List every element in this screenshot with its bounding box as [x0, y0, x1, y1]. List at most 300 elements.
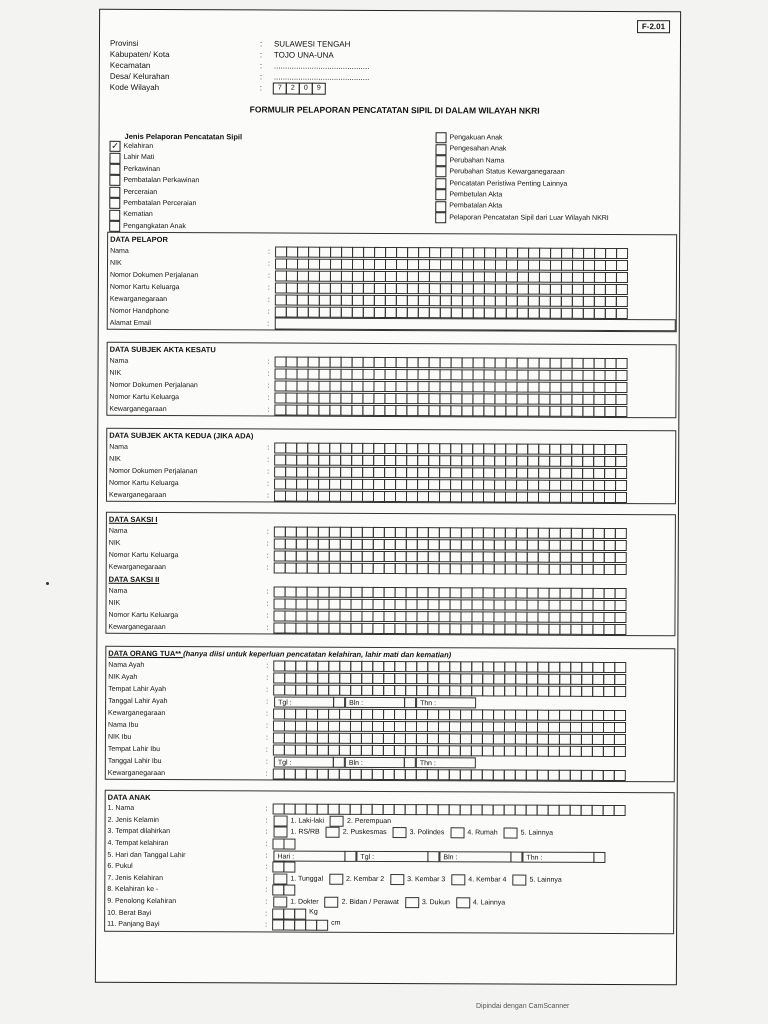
character-grid[interactable]: [276, 282, 628, 295]
length-input[interactable]: [273, 920, 340, 931]
character-grid[interactable]: [275, 550, 627, 563]
character-grid[interactable]: [275, 478, 627, 491]
char-cell[interactable]: [614, 805, 626, 816]
option-label: 3. Polindes: [409, 829, 445, 837]
jenis-option-label: Kematian: [123, 211, 153, 219]
jenis-option[interactable]: [435, 201, 609, 213]
character-grid[interactable]: [405, 697, 416, 708]
section-title: DATA SUBJEK AKTA KEDUA (JIKA ADA): [109, 430, 254, 441]
char-cell[interactable]: [615, 491, 627, 502]
colon: :: [259, 50, 263, 60]
option-label: 2. Puskesmas: [342, 829, 387, 837]
section-saksi: [105, 512, 676, 636]
character-grid[interactable]: [274, 622, 626, 635]
jenis-option-label: Lahir Mati: [123, 154, 155, 162]
char-cell[interactable]: [615, 455, 627, 466]
char-cell[interactable]: [333, 756, 345, 767]
colon: :: [265, 921, 268, 929]
field-label: Kewarganegaraan: [109, 295, 168, 303]
thn-field[interactable]: Thn :: [522, 851, 594, 862]
character-grid[interactable]: [274, 732, 626, 745]
field-label: Kewarganegaraan: [107, 769, 166, 777]
colon: :: [265, 745, 268, 753]
jenis-option[interactable]: [109, 152, 199, 164]
field-label: 10. Berat Bayi: [107, 909, 152, 917]
field-label: Nama: [109, 357, 129, 365]
colon: :: [266, 587, 269, 595]
option[interactable]: [393, 828, 445, 839]
jenis-option-label: Pembatalan Perkawinan: [123, 177, 200, 185]
field-label: 9. Penolong Kelahiran: [107, 897, 177, 906]
checkbox[interactable]: [109, 164, 120, 175]
jenis-option[interactable]: [435, 166, 609, 178]
checkbox[interactable]: [109, 175, 120, 186]
character-grid[interactable]: [276, 368, 628, 381]
char-cell[interactable]: [614, 769, 626, 780]
option[interactable]: [512, 874, 561, 885]
char-cell[interactable]: [614, 611, 626, 622]
jenis-option-label: Perubahan Nama: [449, 157, 505, 165]
char-cell[interactable]: [615, 587, 627, 598]
jenis-option[interactable]: [436, 132, 610, 144]
character-grid[interactable]: [274, 610, 626, 623]
option-label: 2. Kembar 2: [346, 875, 385, 883]
jenis-right-list: [435, 132, 609, 224]
section-anak: [104, 790, 675, 934]
checkbox[interactable]: [109, 221, 120, 232]
colon: :: [267, 369, 270, 377]
colon: :: [266, 551, 269, 559]
char-cell[interactable]: [614, 685, 626, 696]
jenis-option-label: Perkawinan: [123, 165, 161, 173]
checkbox[interactable]: [435, 201, 446, 212]
character-grid[interactable]: [276, 356, 628, 369]
option-box[interactable]: [326, 827, 340, 838]
char-cell[interactable]: [616, 259, 628, 270]
jenis-option-label: Perceraian: [123, 188, 158, 196]
email-input[interactable]: [275, 318, 676, 332]
option-box[interactable]: [329, 874, 343, 885]
field-label: Tanggal Lahir Ibu: [107, 757, 162, 765]
colon: :: [267, 271, 270, 279]
character-grid[interactable]: [275, 392, 627, 405]
field-label: 4. Tempat kelahiran: [107, 839, 169, 848]
character-grid[interactable]: [511, 851, 522, 862]
colon: :: [259, 39, 263, 49]
character-grid[interactable]: [274, 768, 626, 781]
tgl-field[interactable]: Tgl :: [356, 851, 428, 862]
kode-wilayah-boxes: [274, 82, 326, 94]
checkbox[interactable]: [435, 212, 446, 223]
char-cell[interactable]: [614, 709, 626, 720]
section-title: DATA SAKSI I: [108, 514, 158, 524]
char-cell[interactable]: [333, 696, 345, 707]
character-grid[interactable]: [275, 442, 627, 455]
option-group: [274, 815, 397, 827]
colon: :: [268, 259, 270, 267]
option[interactable]: [274, 815, 325, 826]
character-grid[interactable]: [275, 562, 627, 575]
field-label: NIK: [110, 259, 122, 267]
char-cell[interactable]: [294, 908, 306, 919]
colon: :: [267, 295, 270, 303]
char-cell[interactable]: [283, 862, 295, 873]
field-label: NIK: [108, 539, 121, 547]
char-cell[interactable]: [615, 527, 627, 538]
checkbox[interactable]: [435, 167, 446, 178]
field-label: Nama Ibu: [107, 721, 139, 729]
jenis-option[interactable]: [435, 155, 609, 167]
character-grid[interactable]: [275, 526, 627, 539]
char-cell[interactable]: [283, 839, 295, 850]
colon: :: [267, 405, 270, 413]
colon: :: [266, 685, 269, 693]
checkbox[interactable]: [109, 198, 120, 209]
character-grid[interactable]: [594, 852, 605, 863]
field-label: Alamat Email: [109, 319, 152, 327]
option-label: 2. Bidan / Perawat: [341, 898, 399, 907]
field-label: NIK: [109, 455, 121, 463]
checkbox[interactable]: [435, 189, 446, 200]
colon: :: [267, 283, 270, 291]
field-label: 7. Jenis Kelahiran: [107, 874, 164, 882]
option-group: [273, 897, 511, 909]
option[interactable]: [456, 897, 505, 908]
char-cell[interactable]: [427, 851, 439, 862]
character-grid[interactable]: [276, 246, 628, 259]
date-input[interactable]: [273, 850, 605, 862]
option-label: 1. Laki-laki: [290, 817, 325, 825]
character-grid[interactable]: [273, 862, 295, 873]
option[interactable]: [329, 874, 384, 885]
option-box[interactable]: [405, 897, 419, 908]
option[interactable]: [451, 874, 506, 885]
colon: :: [265, 828, 268, 836]
character-grid[interactable]: [273, 839, 295, 850]
thn-field[interactable]: Thn :: [416, 757, 476, 768]
section-title: DATA SUBJEK AKTA KESATU: [109, 344, 216, 355]
character-grid[interactable]: [274, 660, 626, 673]
jenis-option[interactable]: [435, 212, 609, 224]
option[interactable]: [325, 897, 399, 908]
jenis-option[interactable]: [109, 209, 199, 221]
char-cell[interactable]: [616, 357, 628, 368]
jenis-option[interactable]: [435, 178, 609, 190]
colon: :: [265, 875, 268, 883]
option[interactable]: [405, 897, 450, 908]
bln-field[interactable]: Bln :: [345, 756, 405, 767]
colon: :: [265, 852, 268, 860]
section-title: DATA SAKSI II: [108, 574, 160, 585]
jenis-option[interactable]: [109, 186, 199, 198]
checkbox[interactable]: [109, 152, 120, 163]
char-cell[interactable]: [404, 757, 416, 768]
colon: :: [265, 886, 268, 894]
hari-field[interactable]: Hari :: [273, 850, 345, 861]
character-grid[interactable]: [275, 538, 627, 551]
colon: :: [268, 247, 271, 255]
field-label: Kewarganegaraan: [108, 709, 166, 717]
field-label: Nama: [109, 443, 128, 451]
jenis-option[interactable]: [110, 141, 200, 153]
form-title: FORMULIR PELAPORAN PENCATATAN SIPIL DI DALAM WILAYAH NKRI: [249, 104, 540, 116]
char-cell[interactable]: [615, 405, 627, 416]
option-box[interactable]: [274, 827, 288, 838]
colon: :: [266, 527, 269, 535]
character-grid[interactable]: [274, 804, 626, 817]
character-grid[interactable]: [276, 294, 628, 307]
checkbox[interactable]: [109, 187, 120, 198]
character-grid[interactable]: [276, 270, 628, 283]
character-grid[interactable]: [274, 744, 626, 757]
colon: :: [259, 61, 263, 71]
character-grid[interactable]: [276, 306, 628, 319]
header-label: Kode Wilayah: [109, 82, 160, 92]
char-cell[interactable]: [616, 295, 628, 306]
character-grid[interactable]: [274, 672, 626, 685]
option-label: 4. Rumah: [467, 829, 498, 837]
option-label: 4. Kembar 4: [468, 876, 507, 884]
colon: :: [266, 539, 269, 547]
jenis-option-label: Pengangkatan Anak: [123, 222, 186, 230]
colon: :: [267, 393, 270, 401]
option-box[interactable]: [273, 897, 287, 908]
form-page: [95, 9, 681, 986]
kode-digit: 9: [312, 83, 326, 95]
character-grid[interactable]: [334, 756, 345, 767]
option-box[interactable]: [390, 874, 404, 885]
character-grid[interactable]: [275, 598, 627, 611]
character-grid[interactable]: [405, 757, 416, 768]
char-cell[interactable]: [283, 885, 295, 896]
option[interactable]: [273, 897, 318, 908]
field-row: [106, 767, 674, 781]
option-label: 3. Dukun: [421, 899, 450, 907]
thn-field[interactable]: Thn :: [416, 697, 476, 708]
char-cell[interactable]: [616, 369, 628, 380]
colon: :: [265, 817, 268, 825]
char-cell[interactable]: [616, 307, 628, 318]
field-row: [108, 317, 676, 331]
header-row: [110, 82, 370, 95]
char-cell[interactable]: [615, 599, 627, 610]
character-grid[interactable]: [273, 885, 295, 896]
checkbox[interactable]: [436, 132, 447, 143]
option[interactable]: [274, 827, 320, 838]
char-cell[interactable]: [593, 852, 605, 863]
field-label: Kewarganegaraan: [108, 623, 166, 631]
field-label: Nama: [108, 527, 128, 535]
jenis-title: Jenis Pelaporan Pencatatan Sipil: [124, 131, 243, 142]
character-grid[interactable]: [275, 490, 627, 503]
option-box[interactable]: [456, 897, 470, 908]
character-grid[interactable]: [274, 684, 626, 697]
option[interactable]: [330, 816, 391, 827]
colon: :: [265, 898, 268, 906]
char-cell[interactable]: [344, 850, 356, 861]
char-cell[interactable]: [615, 381, 627, 392]
cm-unit: cm: [331, 919, 341, 928]
character-grid[interactable]: [274, 720, 626, 733]
field-label: Nama: [110, 247, 129, 255]
option-label: 5. Lainnya: [520, 830, 554, 838]
option-box[interactable]: [393, 828, 407, 839]
checkbox[interactable]: [435, 155, 446, 166]
option-box[interactable]: [504, 828, 518, 839]
section-title: DATA PELAPOR: [110, 234, 168, 245]
option-box[interactable]: [325, 897, 339, 908]
char-cell[interactable]: [614, 673, 626, 684]
field-label: 5. Hari dan Tanggal Lahir: [107, 851, 186, 859]
section-subjek1: [106, 342, 676, 418]
weight-input[interactable]: [273, 908, 318, 919]
character-grid[interactable]: [275, 586, 627, 599]
colon: :: [266, 709, 269, 717]
char-cell[interactable]: [615, 393, 627, 404]
char-cell[interactable]: [616, 247, 628, 258]
colon: :: [266, 661, 269, 669]
jenis-option[interactable]: [109, 221, 199, 233]
char-cell[interactable]: [614, 733, 626, 744]
checkbox[interactable]: [435, 144, 446, 155]
char-cell[interactable]: [615, 479, 627, 490]
section-subjek2: [106, 428, 676, 504]
jenis-option[interactable]: [435, 144, 609, 156]
date-input[interactable]: [274, 756, 476, 768]
char-cell[interactable]: [614, 745, 626, 756]
char-cell[interactable]: [616, 283, 628, 294]
char-cell[interactable]: [615, 551, 627, 562]
char-cell[interactable]: [615, 467, 627, 478]
jenis-option[interactable]: [109, 175, 199, 187]
date-input[interactable]: [274, 696, 476, 708]
section-title-main: DATA ORANG TUA**: [108, 648, 184, 659]
option-box[interactable]: [512, 874, 526, 885]
jenis-option-label: Pengakuan Anak: [449, 134, 503, 142]
option-group: [274, 827, 560, 839]
colon: :: [266, 599, 269, 607]
option-box[interactable]: [273, 873, 287, 884]
colon: :: [267, 381, 270, 389]
form-code: F-2.01: [637, 20, 670, 33]
field-label: Nomor Kartu Keluarga: [109, 393, 180, 401]
checkbox[interactable]: ✓: [111, 140, 119, 152]
jenis-option-label: Pembetulan Akta: [449, 191, 503, 199]
field-label: NIK Ayah: [108, 673, 138, 681]
option-label: 3. Kembar 3: [407, 875, 446, 884]
field-label: Nama: [108, 587, 128, 595]
checkbox[interactable]: [435, 178, 446, 189]
character-grid[interactable]: [276, 258, 628, 271]
character-grid[interactable]: [334, 696, 345, 707]
field-label: Tanggal Lahir Ayah: [108, 697, 168, 705]
character-grid[interactable]: [428, 851, 439, 862]
jenis-option-label: Pengesahan Anak: [449, 145, 507, 153]
char-cell[interactable]: [615, 539, 627, 550]
option-label: 5. Lainnya: [529, 876, 562, 884]
char-cell[interactable]: [614, 721, 626, 732]
colon: :: [267, 467, 270, 475]
option-box[interactable]: [451, 874, 465, 885]
char-cell[interactable]: [404, 697, 416, 708]
field-row: [105, 919, 673, 933]
character-grid[interactable]: [273, 920, 328, 931]
character-grid[interactable]: [275, 466, 627, 479]
scan-speck: [46, 582, 49, 585]
field-label: 11. Panjang Bayi: [107, 921, 160, 929]
character-grid[interactable]: [275, 454, 627, 467]
option-box[interactable]: [274, 815, 288, 826]
section-title-note: (hanya diisi untuk keperluan pencatatan kelahiran, lahir mati dan kematian): [183, 649, 452, 660]
jenis-option[interactable]: [109, 164, 199, 176]
jenis-option-label: Perubahan Status Kewarganegaraan: [449, 168, 565, 176]
jenis-option[interactable]: [109, 198, 199, 210]
colon: :: [259, 72, 263, 82]
bln-field[interactable]: Bln :: [345, 696, 405, 707]
jenis-option-label: Kelahiran: [123, 142, 154, 150]
char-cell[interactable]: [316, 920, 328, 931]
colon: :: [266, 563, 269, 571]
jenis-option[interactable]: [435, 189, 609, 201]
option-box[interactable]: [450, 828, 464, 839]
character-grid[interactable]: [275, 404, 627, 417]
option-label: 4. Lainnya: [472, 899, 506, 907]
field-label: Kewarganegaraan: [109, 405, 167, 413]
colon: :: [265, 733, 268, 741]
field-label: 1. Nama: [107, 805, 135, 813]
colon: :: [265, 769, 268, 777]
jenis-option-label: Pembatalan Akta: [449, 202, 503, 210]
option[interactable]: [390, 874, 445, 885]
option[interactable]: [504, 828, 553, 839]
char-cell[interactable]: [614, 661, 626, 672]
colon: :: [266, 673, 269, 681]
field-label: Tempat Lahir Ayah: [108, 685, 167, 693]
tgl-field[interactable]: Tgl :: [274, 756, 334, 767]
colon: :: [267, 455, 270, 463]
field-label: Kewarganegaraan: [108, 563, 166, 571]
option[interactable]: [273, 873, 323, 884]
bln-field[interactable]: Bln :: [439, 851, 511, 862]
char-cell[interactable]: [510, 851, 522, 862]
checkbox[interactable]: [109, 209, 120, 220]
option-box[interactable]: [330, 816, 344, 827]
scanner-watermark: Dipindai dengan CamScanner: [476, 1003, 570, 1010]
jenis-option-label: Pelaporan Pencatatan Sipil dari Luar Wilayah NKRI: [449, 213, 609, 222]
jenis-left-list: [109, 141, 199, 233]
field-label: Nomor Dokumen Perjalanan: [109, 467, 198, 475]
char-cell[interactable]: [615, 563, 627, 574]
field-label: Kewarganegaraan: [108, 491, 167, 499]
character-grid[interactable]: [275, 380, 627, 393]
character-grid[interactable]: [274, 708, 626, 721]
character-grid[interactable]: [273, 908, 306, 919]
option[interactable]: [326, 827, 387, 838]
field-label: 2. Jenis Kelamin: [107, 816, 159, 824]
char-cell[interactable]: [615, 443, 627, 454]
tgl-field[interactable]: Tgl :: [274, 696, 334, 707]
header-label: Kecamatan: [109, 60, 151, 70]
character-grid[interactable]: [345, 850, 356, 861]
char-cell[interactable]: [614, 623, 626, 634]
kg-unit: Kg: [309, 908, 318, 916]
header-value: TOJO UNA-UNA: [273, 50, 334, 60]
option[interactable]: [450, 828, 497, 839]
kode-digit: 2: [286, 83, 300, 95]
option-label: 2. Perempuan: [347, 817, 392, 825]
char-cell[interactable]: [616, 271, 628, 282]
colon: :: [265, 721, 268, 729]
